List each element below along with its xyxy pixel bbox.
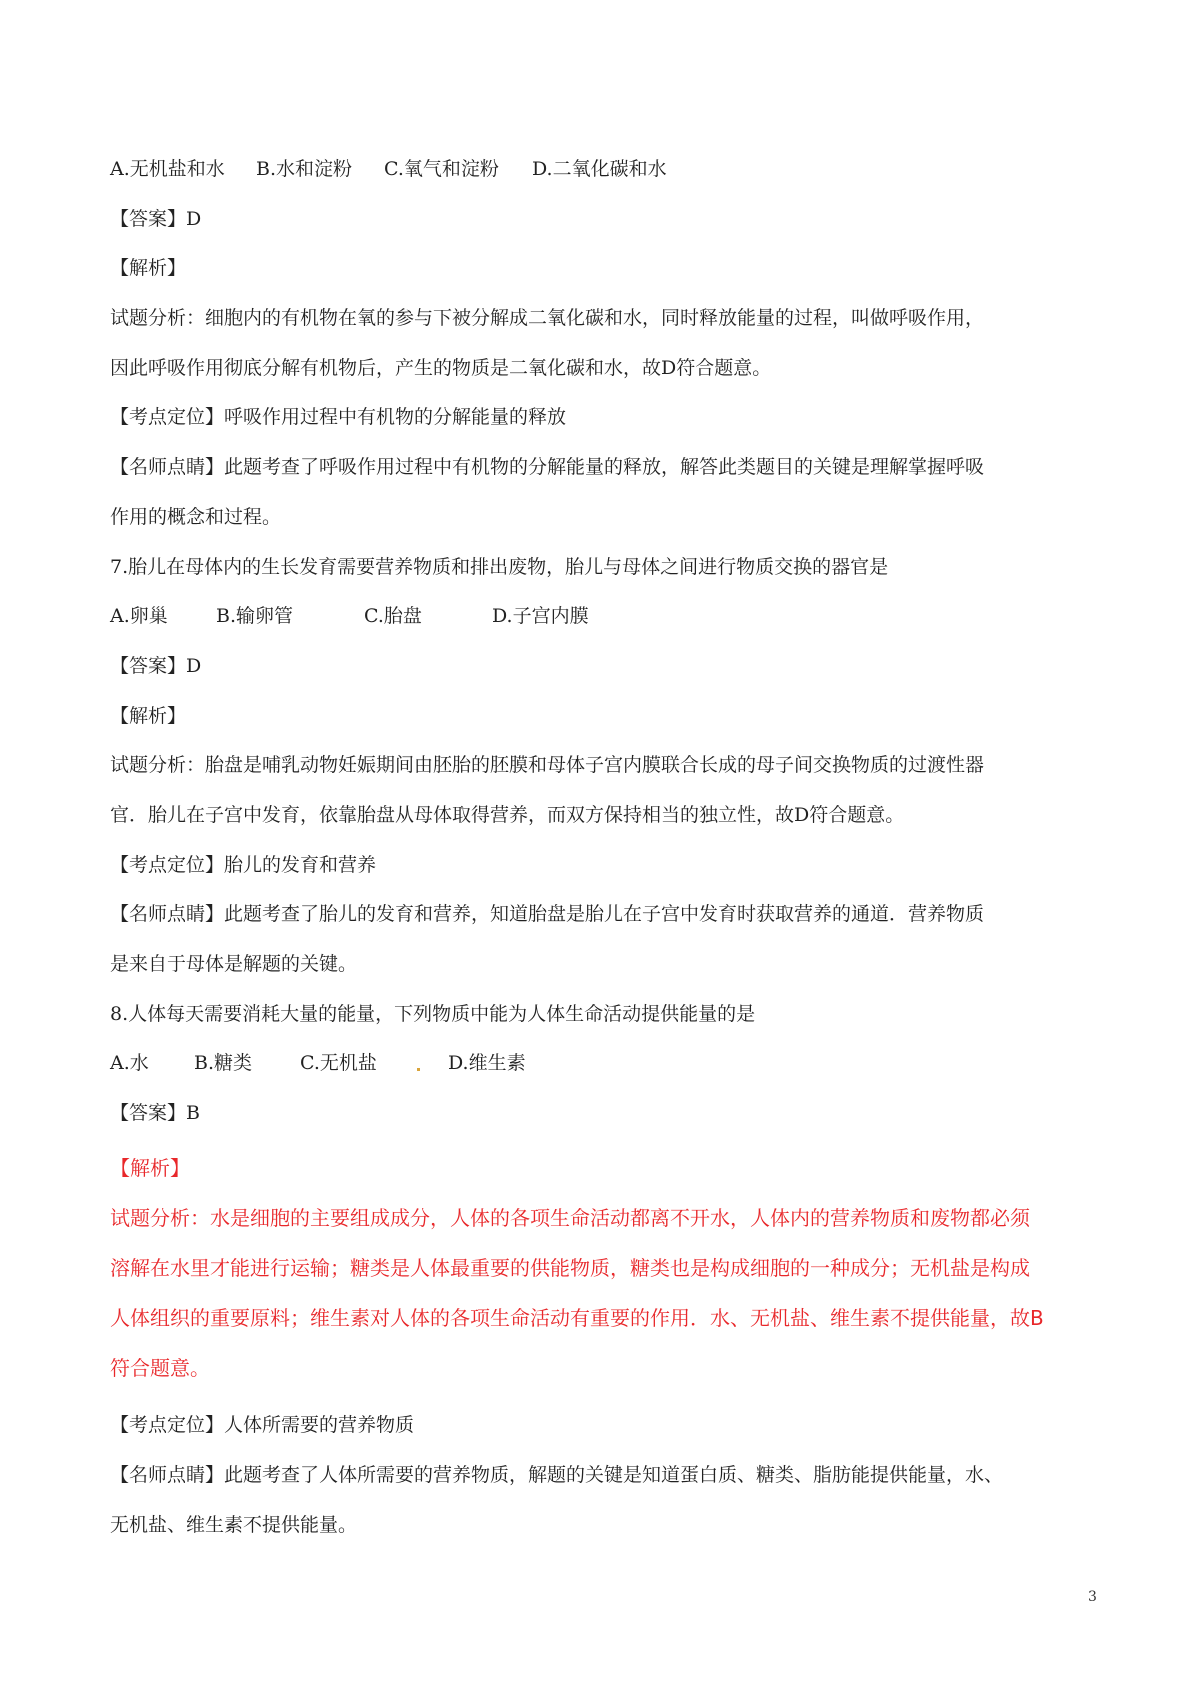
q7-question: 7.胎儿在母体内的生长发育需要营养物质和排出废物，胎儿与母体之间进行物质交换的器官是: [110, 556, 889, 578]
q8-analysis-line-4: 符合题意。: [110, 1356, 210, 1380]
q7-option-b: B.输卵管: [216, 605, 294, 627]
stray-dot-mark: [417, 1068, 420, 1071]
q7-kaodian: 【考点定位】胎儿的发育和营养: [110, 854, 377, 876]
q8-analysis-heading: 【解析】: [110, 1156, 190, 1180]
q8-answer: 【答案】B: [110, 1102, 200, 1124]
q6-option-a: A.无机盐和水: [110, 158, 225, 180]
q7-analysis-line-2: 官．胎儿在子宫中发育，依靠胎盘从母体取得营养，而双方保持相当的独立性，故D符合题意。: [110, 804, 905, 826]
q8-analysis-line-3: 人体组织的重要原料；维生素对人体的各项生命活动有重要的作用．水、无机盐、维生素不提供能量，故B: [110, 1306, 1044, 1330]
q7-analysis-line-1: 试题分析：胎盘是哺乳动物妊娠期间由胚胎的胚膜和母体子宫内膜联合长成的母子间交换物质的过渡性器: [110, 754, 985, 776]
q8-options: [110, 1050, 1100, 1076]
q6-mingshi-line-1: 【名师点睛】此题考查了呼吸作用过程中有机物的分解能量的释放，解答此类题目的关键是理解掌握呼吸: [110, 456, 985, 478]
q8-option-d: D.维生素: [448, 1052, 526, 1074]
q8-mingshi-line-2: 无机盐、维生素不提供能量。: [110, 1514, 358, 1536]
q7-option-a: A.卵巢: [110, 605, 168, 627]
q6-analysis-line-2: 因此呼吸作用彻底分解有机物后，产生的物质是二氧化碳和水，故D符合题意。: [110, 357, 772, 379]
q7-analysis-heading: 【解析】: [110, 705, 187, 727]
q8-option-a: A.水: [110, 1052, 149, 1074]
q6-option-d: D.二氧化碳和水: [532, 158, 667, 180]
q7-mingshi-line-1: 【名师点睛】此题考查了胎儿的发育和营养，知道胎盘是胎儿在子宫中发育时获取营养的通道．营养物质: [110, 903, 985, 925]
q7-mingshi-line-2: 是来自于母体是解题的关键。: [110, 953, 358, 975]
q6-analysis-line-1: 试题分析：细胞内的有机物在氧的参与下被分解成二氧化碳和水，同时释放能量的过程，叫做呼吸作用，: [110, 307, 985, 329]
q6-option-c: C.氧气和淀粉: [384, 158, 499, 180]
q6-mingshi-line-2: 作用的概念和过程。: [110, 506, 282, 528]
q7-option-d: D.子宫内膜: [492, 605, 589, 627]
page-number: 3: [1088, 1589, 1097, 1605]
q8-option-c: C.无机盐: [300, 1052, 377, 1074]
q7-options: [110, 603, 1100, 629]
q7-option-c: C.胎盘: [364, 605, 422, 627]
q8-analysis-line-2: 溶解在水里才能进行运输；糖类是人体最重要的供能物质，糖类也是构成细胞的一种成分；无机盐是构成: [110, 1256, 1030, 1280]
q6-option-b: B.水和淀粉: [256, 158, 353, 180]
q8-question: 8.人体每天需要消耗大量的能量，下列物质中能为人体生命活动提供能量的是: [110, 1003, 756, 1025]
q8-mingshi-line-1: 【名师点睛】此题考查了人体所需要的营养物质，解题的关键是知道蛋白质、糖类、脂肪能提供能量，水、: [110, 1464, 1004, 1486]
q8-kaodian: 【考点定位】人体所需要的营养物质: [110, 1414, 415, 1436]
q8-option-b: B.糖类: [194, 1052, 253, 1074]
q6-analysis-heading: 【解析】: [110, 257, 187, 279]
q8-analysis-line-1: 试题分析：水是细胞的主要组成成分，人体的各项生命活动都离不开水，人体内的营养物质和废物都必须: [110, 1206, 1030, 1230]
q6-answer: 【答案】D: [110, 208, 202, 230]
q6-kaodian: 【考点定位】呼吸作用过程中有机物的分解能量的释放: [110, 406, 567, 428]
q6-options: [110, 156, 1100, 182]
q7-answer: 【答案】D: [110, 655, 202, 677]
